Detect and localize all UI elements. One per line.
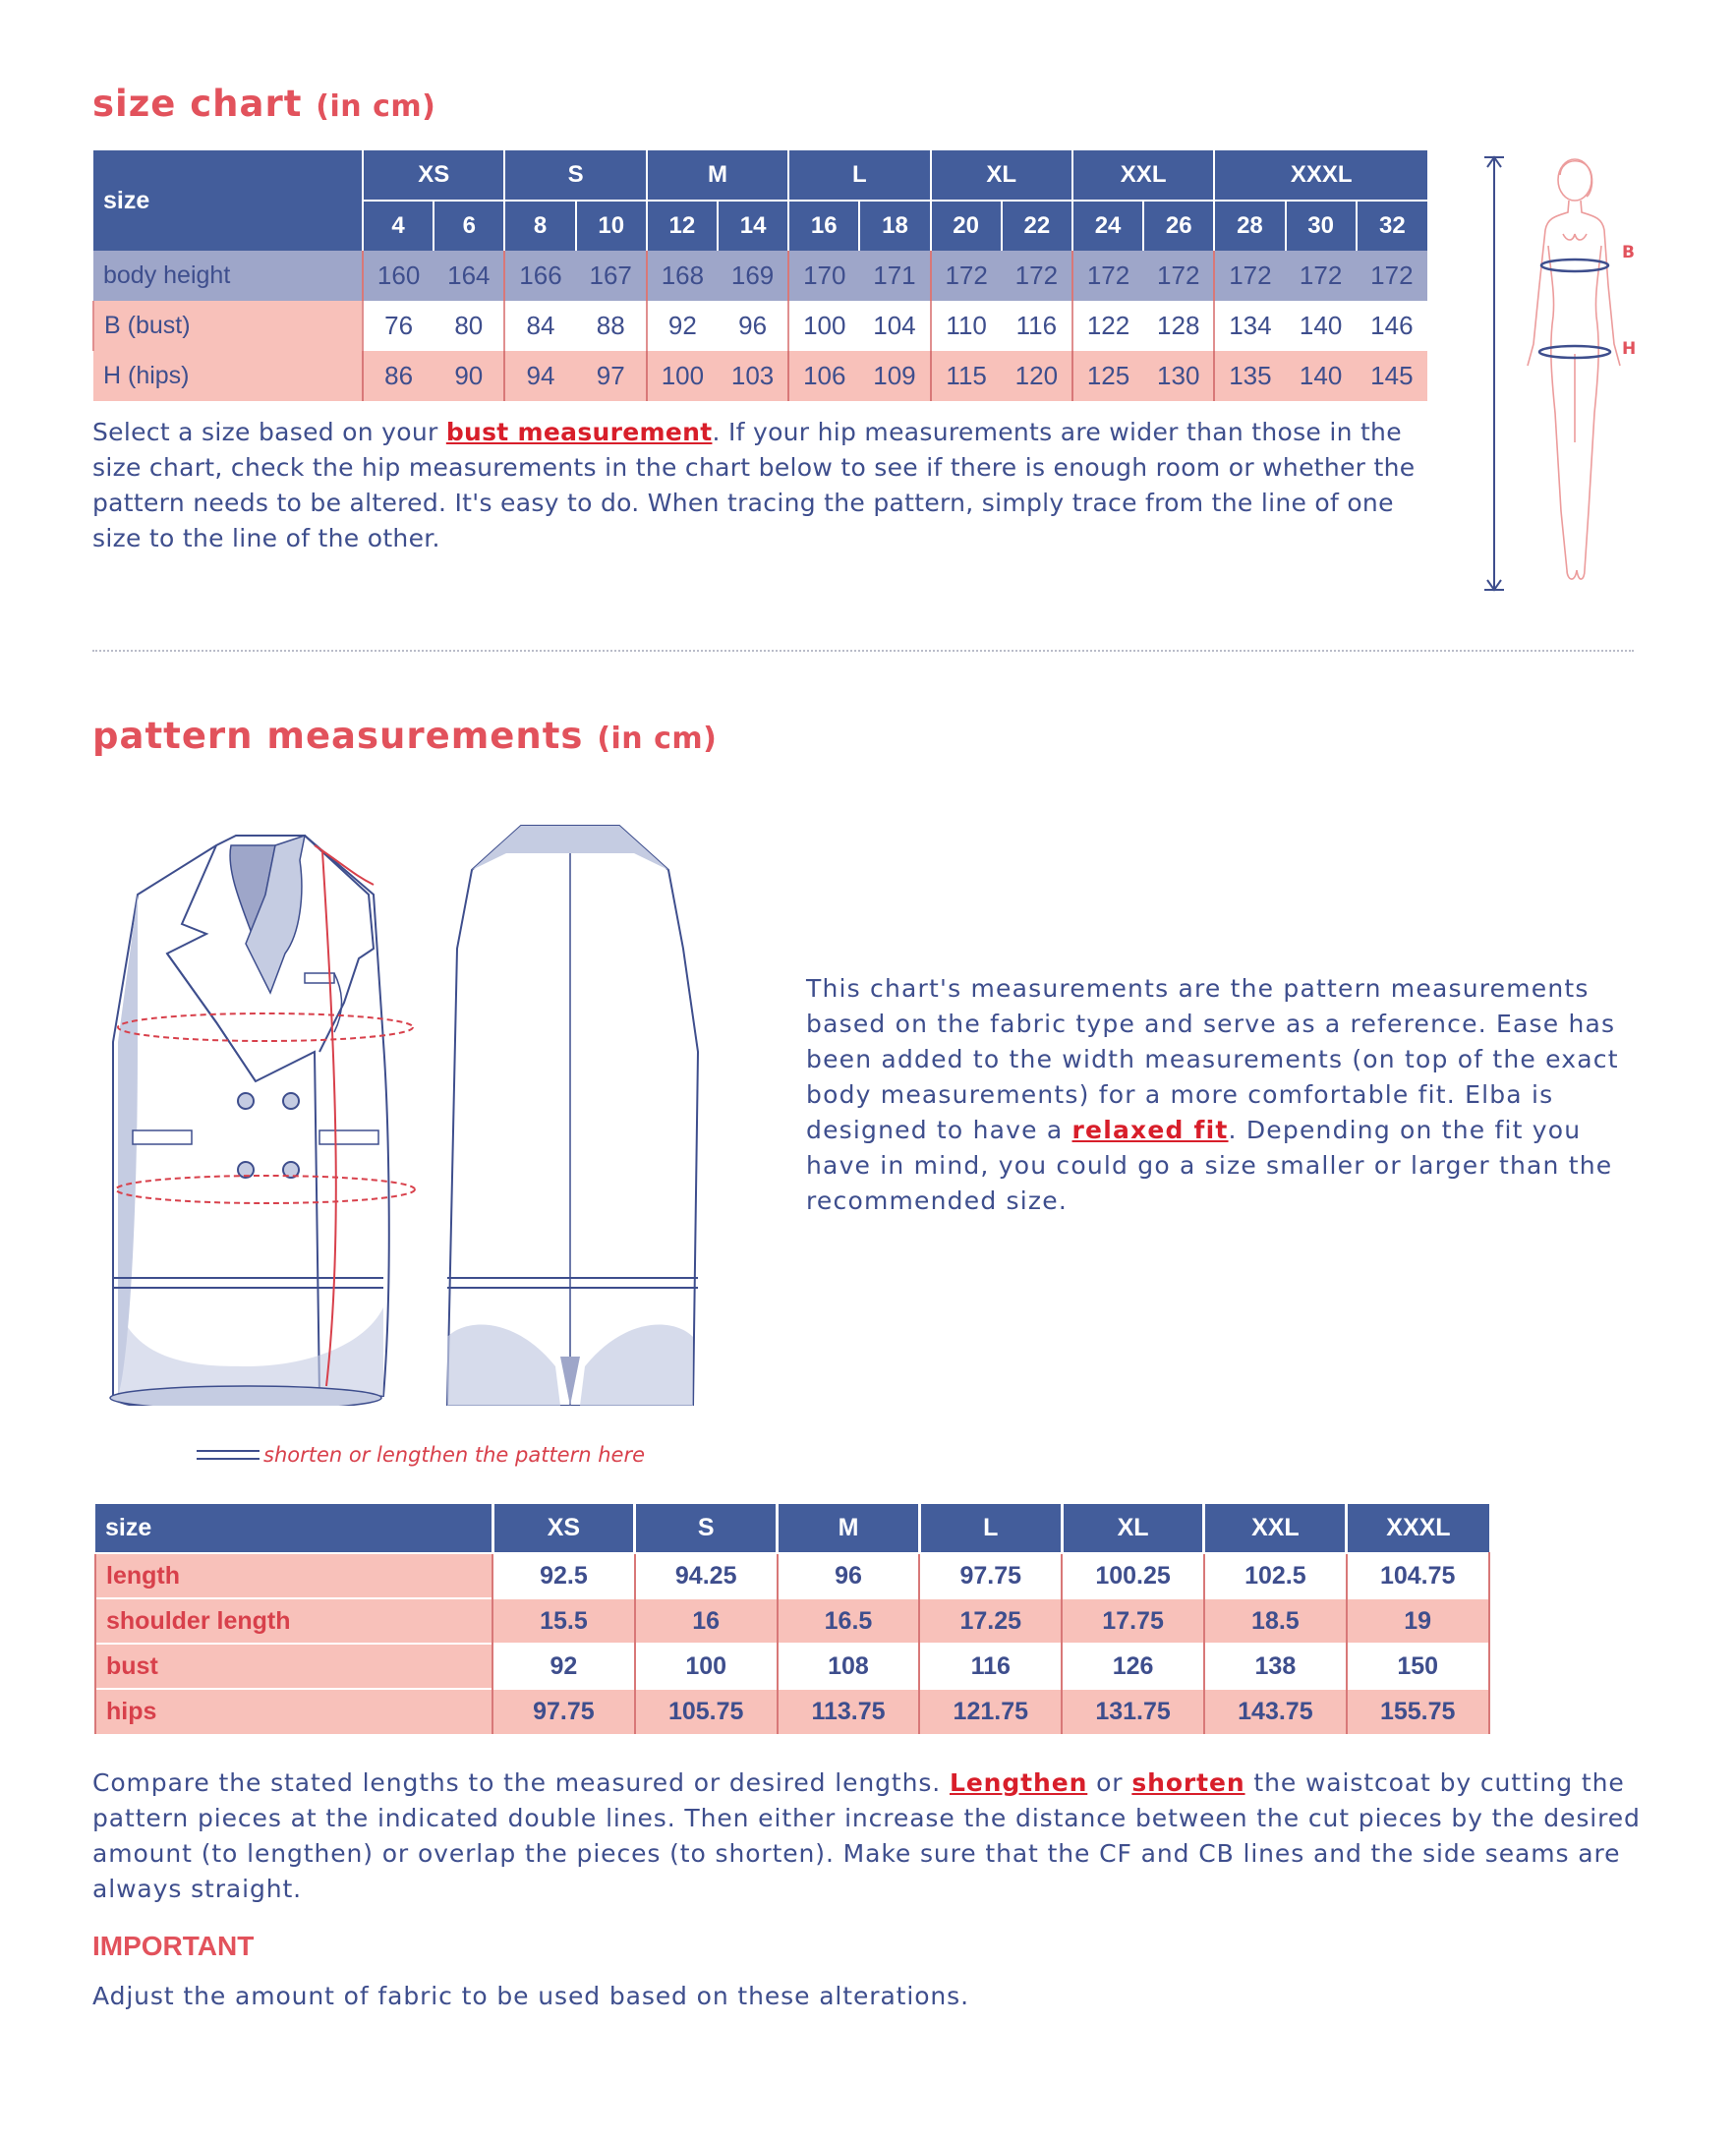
compare-text-2: or bbox=[1087, 1768, 1132, 1797]
table-cell: 102.5 bbox=[1204, 1553, 1347, 1598]
table-cell: 100 bbox=[647, 351, 718, 401]
measure-lines bbox=[1539, 260, 1610, 358]
table-cell: 100 bbox=[788, 301, 859, 351]
size-chart-header-groups bbox=[93, 150, 1427, 201]
size-number-header: 4 bbox=[363, 201, 434, 251]
size-group-header: XS bbox=[363, 150, 504, 201]
size-group-header: L bbox=[788, 150, 930, 201]
size-chart-table bbox=[92, 150, 1427, 401]
row-label: hips bbox=[95, 1689, 492, 1734]
table-cell: 145 bbox=[1357, 351, 1427, 401]
size-header: M bbox=[778, 1504, 920, 1553]
size-header: XXL bbox=[1204, 1504, 1347, 1553]
pattern-title-text: pattern measurements bbox=[92, 715, 584, 757]
table-cell: 97.75 bbox=[492, 1689, 635, 1734]
table-cell: 135 bbox=[1214, 351, 1285, 401]
table-cell: 167 bbox=[576, 251, 647, 301]
description-text-cont: . Depending on the fit you have in mind, you could go a size smaller or larger than the recommended size. bbox=[806, 1116, 1613, 1215]
size-header: XL bbox=[1062, 1504, 1204, 1553]
size-chart-note bbox=[92, 415, 1439, 556]
table-cell: 86 bbox=[363, 351, 434, 401]
table-cell: 108 bbox=[778, 1644, 920, 1689]
table-cell: 88 bbox=[576, 301, 647, 351]
table-cell: 116 bbox=[1002, 301, 1072, 351]
table-cell: 16 bbox=[635, 1598, 778, 1644]
table-cell: 84 bbox=[504, 301, 575, 351]
pattern-table-row bbox=[95, 1644, 1489, 1689]
table-cell: 92.5 bbox=[492, 1553, 635, 1598]
table-cell: 94.25 bbox=[635, 1553, 778, 1598]
table-cell: 19 bbox=[1347, 1598, 1489, 1644]
size-number-header: 10 bbox=[576, 201, 647, 251]
table-cell: 17.75 bbox=[1062, 1598, 1204, 1644]
table-cell: 100 bbox=[635, 1644, 778, 1689]
table-cell: 109 bbox=[859, 351, 930, 401]
table-cell: 172 bbox=[1072, 251, 1143, 301]
table-cell: 121.75 bbox=[919, 1689, 1062, 1734]
compare-instructions bbox=[92, 1765, 1646, 1907]
table-cell: 104 bbox=[859, 301, 930, 351]
table-cell: 172 bbox=[1286, 251, 1357, 301]
table-cell: 168 bbox=[647, 251, 718, 301]
table-cell: 97 bbox=[576, 351, 647, 401]
table-cell: 143.75 bbox=[1204, 1689, 1347, 1734]
row-label: length bbox=[95, 1553, 492, 1598]
size-number-header: 14 bbox=[718, 201, 788, 251]
table-cell: 171 bbox=[859, 251, 930, 301]
table-cell: 16.5 bbox=[778, 1598, 920, 1644]
relaxed-fit-link[interactable]: relaxed fit bbox=[1071, 1116, 1229, 1144]
important-heading: IMPORTANT bbox=[92, 1931, 255, 1961]
table-cell: 134 bbox=[1214, 301, 1285, 351]
legend-text: shorten or lengthen the pattern here bbox=[263, 1443, 645, 1467]
table-cell: 76 bbox=[363, 301, 434, 351]
table-cell: 113.75 bbox=[778, 1689, 920, 1734]
table-cell: 172 bbox=[1143, 251, 1214, 301]
table-cell: 105.75 bbox=[635, 1689, 778, 1734]
pattern-unit: (in cm) bbox=[597, 722, 718, 756]
bust-measurement-link[interactable]: bust measurement bbox=[445, 418, 713, 446]
table-cell: 110 bbox=[931, 301, 1002, 351]
table-cell: 92 bbox=[492, 1644, 635, 1689]
table-cell: 97.75 bbox=[919, 1553, 1062, 1598]
row-label: B (bust) bbox=[93, 301, 363, 351]
table-cell: 138 bbox=[1204, 1644, 1347, 1689]
size-number-header: 6 bbox=[434, 201, 504, 251]
table-cell: 116 bbox=[919, 1644, 1062, 1689]
height-arrow-icon bbox=[1484, 157, 1504, 590]
size-number-header: 32 bbox=[1357, 201, 1427, 251]
compare-text-3: the waistcoat by cutting the pattern pieces at the indicated double lines. Then either increase the distance between the cut pieces by the desired amount (to lengthen) or overlap the pieces (to shorten). Make sure that the CF and CB lines and the side seams are always straight. bbox=[92, 1768, 1641, 1903]
size-header-label: size bbox=[93, 150, 363, 251]
table-cell: 140 bbox=[1286, 351, 1357, 401]
hips-marker-label: H bbox=[1622, 339, 1637, 359]
lengthen-link[interactable]: Lengthen bbox=[949, 1768, 1088, 1797]
table-cell: 126 bbox=[1062, 1644, 1204, 1689]
size-chart-row bbox=[93, 301, 1427, 351]
row-label: H (hips) bbox=[93, 351, 363, 401]
table-cell: 96 bbox=[718, 301, 788, 351]
size-header: L bbox=[919, 1504, 1062, 1553]
table-cell: 90 bbox=[434, 351, 504, 401]
important-text: Adjust the amount of fabric to be used based on these alterations. bbox=[92, 1982, 969, 2010]
table-cell: 17.25 bbox=[919, 1598, 1062, 1644]
table-cell: 96 bbox=[778, 1553, 920, 1598]
woman-silhouette-icon bbox=[1528, 159, 1620, 579]
pattern-description bbox=[806, 971, 1640, 1219]
table-cell: 150 bbox=[1347, 1644, 1489, 1689]
size-chart-unit: (in cm) bbox=[316, 89, 436, 124]
table-cell: 125 bbox=[1072, 351, 1143, 401]
pattern-table-row bbox=[95, 1598, 1489, 1644]
vest-back-illustration bbox=[437, 816, 713, 1406]
size-number-header: 30 bbox=[1286, 201, 1357, 251]
compare-text: Compare the stated lengths to the measured or desired lengths. bbox=[92, 1768, 950, 1797]
pattern-table-row bbox=[95, 1553, 1489, 1598]
size-header: S bbox=[635, 1504, 778, 1553]
vest-front-illustration bbox=[108, 816, 423, 1406]
size-header-label: size bbox=[95, 1504, 492, 1553]
note-text-cont: . If your hip measurements are wider than those in the size chart, check the hip measurements in the chart below to see if there is enough room or whether the pattern needs to be altered. It's easy to do. When tracing the pattern, simply trace from the line of one size to the line of the other. bbox=[92, 418, 1416, 552]
size-chart-row bbox=[93, 251, 1427, 301]
size-number-header: 24 bbox=[1072, 201, 1143, 251]
row-label: body height bbox=[93, 251, 363, 301]
size-group-header: XL bbox=[931, 150, 1072, 201]
size-number-header: 26 bbox=[1143, 201, 1214, 251]
pattern-table-row bbox=[95, 1689, 1489, 1734]
size-chart-row bbox=[93, 351, 1427, 401]
size-number-header: 18 bbox=[859, 201, 930, 251]
pattern-measurement-table bbox=[94, 1504, 1490, 1734]
size-chart-title-text: size chart bbox=[92, 83, 303, 125]
description-text: This chart's measurements are the pattern measurements based on the fabric type and serve as a reference. Ease has been added to the width measurements (on top of the exact body measurements) for a more comfortable fit. Elba is designed to have a bbox=[806, 974, 1619, 1144]
note-text: Select a size based on your bbox=[92, 418, 446, 446]
table-cell: 172 bbox=[1357, 251, 1427, 301]
bust-marker-label: B bbox=[1622, 243, 1635, 262]
size-number-header: 22 bbox=[1002, 201, 1072, 251]
table-cell: 103 bbox=[718, 351, 788, 401]
size-group-header: S bbox=[504, 150, 646, 201]
size-group-header: XXL bbox=[1072, 150, 1214, 201]
table-cell: 106 bbox=[788, 351, 859, 401]
table-cell: 155.75 bbox=[1347, 1689, 1489, 1734]
table-cell: 18.5 bbox=[1204, 1598, 1347, 1644]
table-cell: 15.5 bbox=[492, 1598, 635, 1644]
table-cell: 130 bbox=[1143, 351, 1214, 401]
size-header: XS bbox=[492, 1504, 635, 1553]
table-cell: 94 bbox=[504, 351, 575, 401]
table-cell: 140 bbox=[1286, 301, 1357, 351]
row-label: bust bbox=[95, 1644, 492, 1689]
size-number-header: 16 bbox=[788, 201, 859, 251]
table-cell: 128 bbox=[1143, 301, 1214, 351]
body-figure-illustration bbox=[1465, 147, 1651, 600]
size-number-header: 8 bbox=[504, 201, 575, 251]
pattern-table-header bbox=[95, 1504, 1489, 1553]
size-group-header: M bbox=[647, 150, 788, 201]
size-chart-title bbox=[92, 83, 435, 125]
size-header: XXXL bbox=[1347, 1504, 1489, 1553]
table-cell: 164 bbox=[434, 251, 504, 301]
table-cell: 131.75 bbox=[1062, 1689, 1204, 1734]
table-cell: 166 bbox=[504, 251, 575, 301]
table-cell: 172 bbox=[1214, 251, 1285, 301]
table-cell: 80 bbox=[434, 301, 504, 351]
table-cell: 172 bbox=[1002, 251, 1072, 301]
table-cell: 146 bbox=[1357, 301, 1427, 351]
table-cell: 100.25 bbox=[1062, 1553, 1204, 1598]
table-cell: 172 bbox=[931, 251, 1002, 301]
table-cell: 170 bbox=[788, 251, 859, 301]
table-cell: 120 bbox=[1002, 351, 1072, 401]
size-number-header: 28 bbox=[1214, 201, 1285, 251]
shorten-link[interactable]: shorten bbox=[1131, 1768, 1245, 1797]
pattern-measurements-title bbox=[92, 715, 717, 757]
table-cell: 92 bbox=[647, 301, 718, 351]
size-number-header: 12 bbox=[647, 201, 718, 251]
row-label: shoulder length bbox=[95, 1598, 492, 1644]
double-line-legend-icon bbox=[197, 1449, 260, 1463]
size-number-header: 20 bbox=[931, 201, 1002, 251]
table-cell: 160 bbox=[363, 251, 434, 301]
table-cell: 122 bbox=[1072, 301, 1143, 351]
size-group-header: XXXL bbox=[1214, 150, 1427, 201]
section-divider bbox=[92, 650, 1634, 652]
table-cell: 104.75 bbox=[1347, 1553, 1489, 1598]
table-cell: 169 bbox=[718, 251, 788, 301]
table-cell: 115 bbox=[931, 351, 1002, 401]
